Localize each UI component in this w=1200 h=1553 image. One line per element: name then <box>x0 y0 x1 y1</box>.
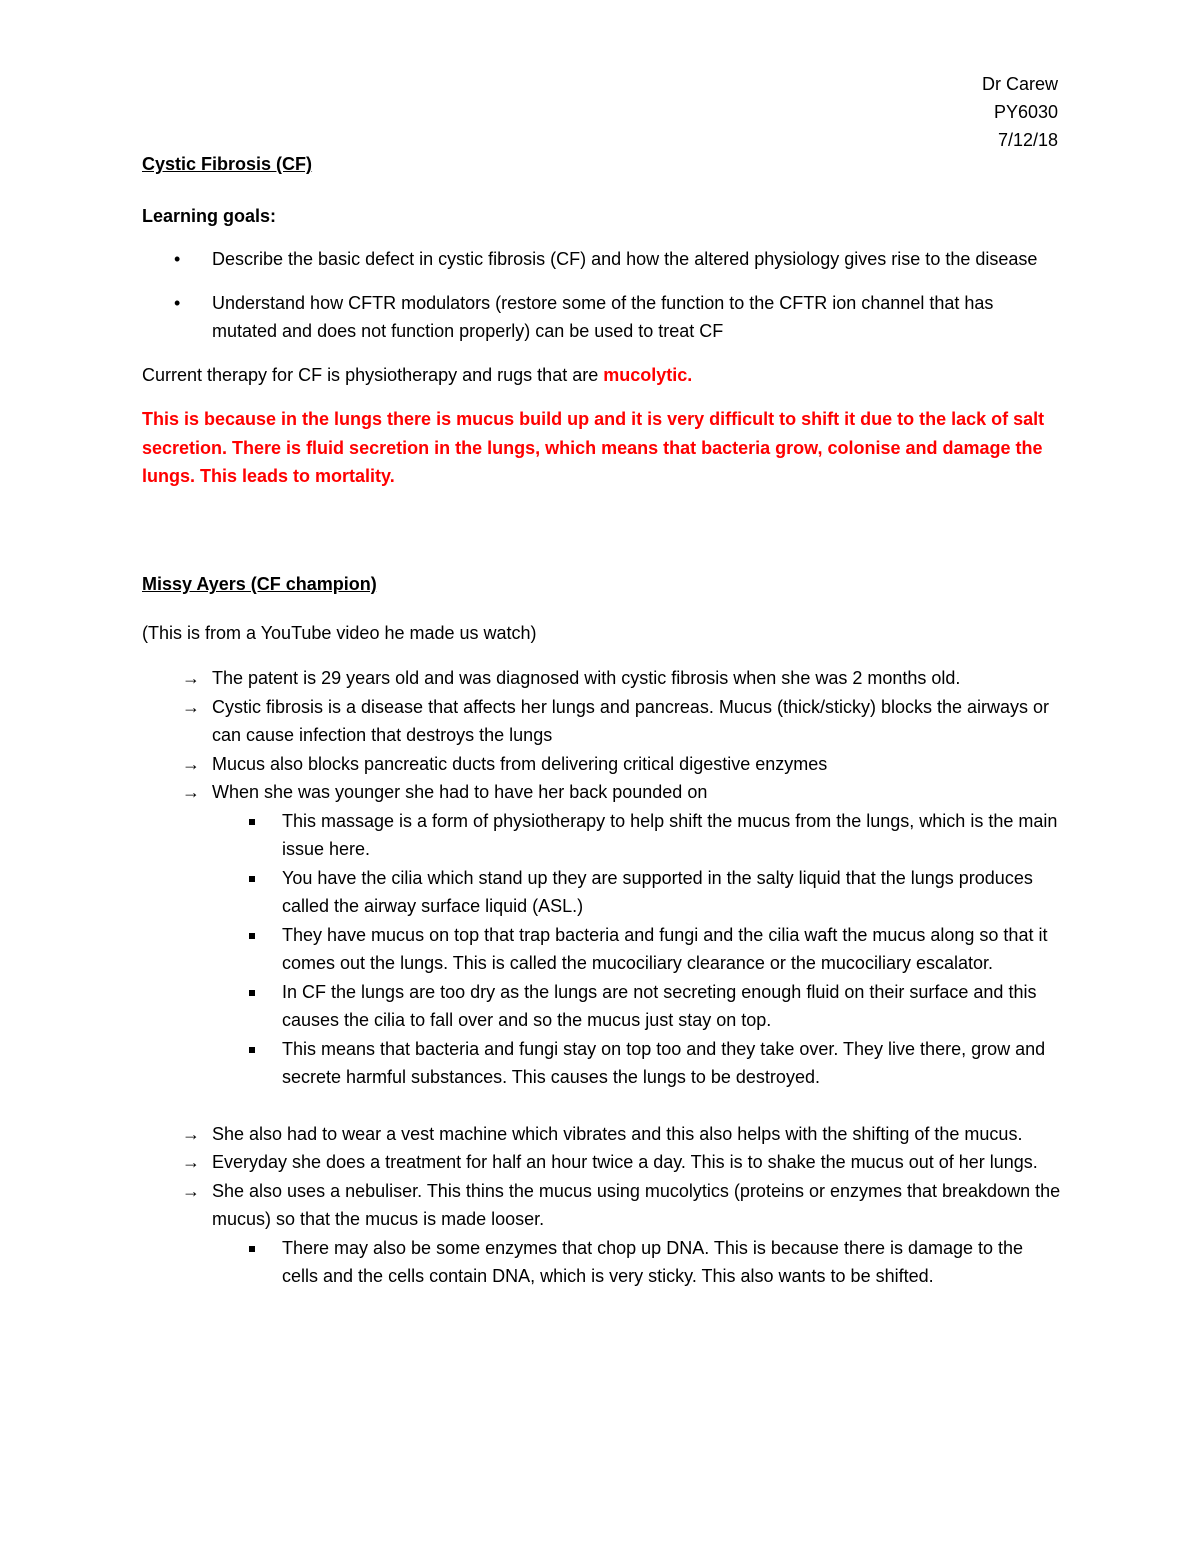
square-list <box>142 807 1062 1092</box>
arrow-right-icon: → <box>182 1180 200 1201</box>
arrow-right-icon: → <box>182 668 200 688</box>
therapy-paragraph: Current therapy for CF is physiotherapy and rugs that are mucolytic. <box>142 364 693 385</box>
list-item: → Everyday she does a treatment for half an hour twice a day. This is to shake the mucus out of her lungs. <box>142 1148 1062 1177</box>
section-cf <box>142 150 1062 491</box>
square-bullet-icon <box>249 819 255 825</box>
square-list <box>142 1234 1062 1291</box>
square-bullet-icon <box>249 876 255 882</box>
intro-text: (This is from a YouTube video he made us watch) <box>142 622 537 643</box>
section-title: Missy Ayers (CF champion) <box>142 574 377 594</box>
list-item: • Understand how CFTR modulators (restore some of the function to the CFTR ion channel that has mutated and does not function properly) can be used to treat CF <box>142 289 1062 346</box>
list-item: You have the cilia which stand up they are supported in the salty liquid that the lungs produces called the airway surface liquid (ASL.) <box>142 864 1062 921</box>
list-item: → She also uses a nebuliser. This thins the mucus using mucolytics (proteins or enzymes that breakdown the mucus) so that the mucus is made looser. <box>142 1177 1062 1234</box>
document-header <box>982 70 1058 154</box>
arrow-list <box>142 1120 1062 1234</box>
arrow-list <box>142 664 1062 807</box>
square-bullet-icon <box>249 1246 255 1252</box>
list-item: They have mucus on top that trap bacteria and fungi and the cilia waft the mucus along so that it comes out the lungs. This is called the mucociliary clearance or the mucociliary escalator. <box>142 921 1062 978</box>
author-name: Dr Carew <box>981 74 1058 94</box>
bullet-icon: • <box>174 292 181 313</box>
document-date: 7/12/18 <box>997 130 1058 150</box>
list-item: This means that bacteria and fungi stay on top too and they take over. They live there, grow and secrete harmful substances. This causes the lungs to be destroyed. <box>142 1035 1062 1092</box>
list-item: In CF the lungs are too dry as the lungs are not secreting enough fluid on their surface and this causes the cilia to fall over and so the mucus just stay on top. <box>142 978 1062 1035</box>
list-item: → The patent is 29 years old and was diagnosed with cystic fibrosis when she was 2 months old. <box>142 664 1062 693</box>
learning-goals-list <box>142 245 1062 346</box>
section-title: Cystic Fibrosis (CF) <box>142 154 313 174</box>
list-item: → She also had to wear a vest machine which vibrates and this also helps with the shifting of the mucus. <box>142 1120 1062 1149</box>
square-bullet-icon <box>249 990 255 996</box>
arrow-right-icon: → <box>182 696 200 717</box>
arrow-right-icon: → <box>182 1123 200 1144</box>
square-bullet-icon <box>249 1047 255 1053</box>
list-item: → When she was younger she had to have her back pounded on <box>142 778 1062 807</box>
square-bullet-icon <box>249 933 255 939</box>
arrow-right-icon: → <box>182 782 200 802</box>
list-item: → Cystic fibrosis is a disease that affects her lungs and pancreas. Mucus (thick/sticky) blocks the airways or can cause infection that destroys the lungs <box>142 693 1062 750</box>
list-item: This massage is a form of physiotherapy to help shift the mucus from the lungs, which is the main issue here. <box>142 807 1062 864</box>
mucolytic-highlight: mucolytic. <box>603 364 693 385</box>
list-item: → Mucus also blocks pancreatic ducts from delivering critical digestive enzymes <box>142 750 1062 779</box>
course-code: PY6030 <box>993 102 1058 122</box>
arrow-right-icon: → <box>182 1152 200 1172</box>
learning-goals-label: Learning goals: <box>142 205 277 226</box>
arrow-right-icon: → <box>182 753 200 774</box>
list-item: There may also be some enzymes that chop up DNA. This is because there is damage to the cells and the cells contain DNA, which is very sticky. This also wants to be shifted. <box>142 1234 1062 1291</box>
section-missy <box>142 570 1062 1291</box>
list-item: • Describe the basic defect in cystic fibrosis (CF) and how the altered physiology gives rise to the disease <box>142 245 1062 274</box>
red-paragraph: This is because in the lungs there is mucus build up and it is very difficult to shift it due to the lack of salt secretion. There is fluid secretion in the lungs, which means that bacteria grow, colonise and damage the lungs. This leads to mortality. <box>142 409 1045 486</box>
bullet-icon: • <box>174 249 181 269</box>
